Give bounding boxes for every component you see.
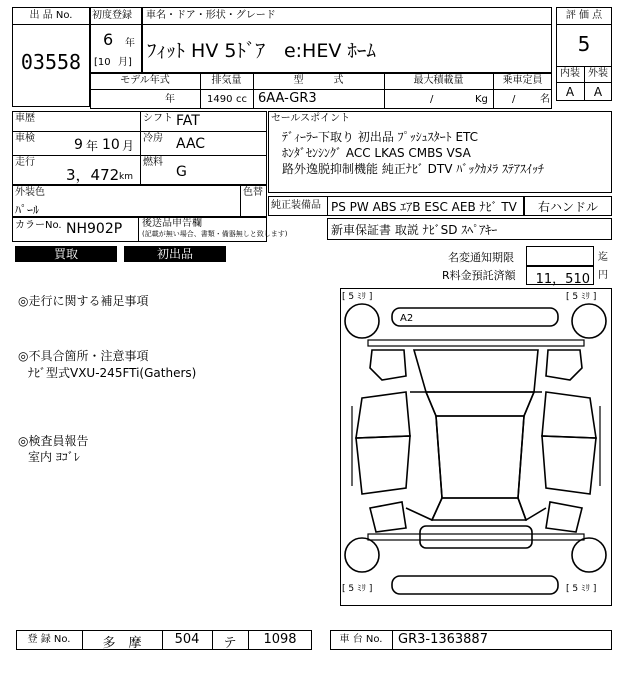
postsale-label: 後送品申告欄 <box>142 218 202 229</box>
roof <box>436 416 524 498</box>
equipment-label: 純正装備品 <box>271 200 321 211</box>
rear-door-left <box>356 436 410 494</box>
registration-month: [10 <box>94 57 111 68</box>
plate-class: 504 <box>174 632 200 647</box>
steering-side: 右ハンドル <box>537 200 598 214</box>
vehicle-type: 6AA-GR3 <box>258 91 317 106</box>
front-door-right <box>542 392 596 438</box>
recycle-unit: 円 <box>598 270 608 281</box>
damage-code: A2 <box>400 313 414 324</box>
color-box <box>12 185 267 217</box>
roof-pillar-left <box>406 392 442 520</box>
plate-number: 1098 <box>263 632 297 647</box>
inspection-month-unit: 月 <box>122 139 135 153</box>
air-conditioner: AAC <box>176 136 206 152</box>
inspection-month: 10 <box>102 137 120 153</box>
mileage-unit: km <box>119 172 133 182</box>
capacity-unit: 名 <box>540 94 550 105</box>
inspection-year-unit: 年 <box>86 139 99 153</box>
sales-point-line-3: 路外逸脱抑制機能 純正ﾅﾋﾞ DTV ﾊﾞｯｸｶﾒﾗ ｽﾃｱｽｲｯﾁ <box>282 162 545 176</box>
defects-title: ◎不具合箇所・注意事項 <box>18 349 149 363</box>
interior-grade: A <box>565 85 575 99</box>
recycle-label: R料金預託済額 <box>442 269 516 282</box>
inspection-label: 車検 <box>15 133 35 144</box>
mileage-label: 走行 <box>15 157 35 168</box>
lot-number: 03558 <box>20 50 82 74</box>
front-fender-right <box>546 350 582 380</box>
score: 5 <box>577 32 591 56</box>
color-no-label: カラーNo. <box>15 220 62 231</box>
max-load-separator: / <box>430 94 434 105</box>
capacity-separator: / <box>512 94 516 105</box>
tire-front-right <box>572 304 606 338</box>
tire-front-left <box>345 304 379 338</box>
tire-tread-front-right: [ 5 ﾐﾘ ] <box>566 292 597 302</box>
fuel: G <box>176 164 187 180</box>
sales-points-label: セールスポイント <box>271 113 351 124</box>
recycle-value: 11，510 <box>535 272 590 287</box>
capacity-label: 乗車定員 <box>502 75 543 86</box>
ac-label: 冷房 <box>143 133 163 144</box>
displacement-label: 排気量 <box>211 75 242 86</box>
score-label: 評 価 点 <box>565 10 603 21</box>
driving-notes-title: ◎走行に関する補足事項 <box>18 294 149 308</box>
defects-text: ﾅﾋﾞ型式VXU-245FTi(Gathers) <box>28 366 197 380</box>
inspection-year: 9 <box>74 137 83 153</box>
tire-tread-rear-left: [ 5 ﾐﾘ ] <box>342 584 373 594</box>
type-label: 型 式 <box>293 75 344 86</box>
buy-bar: 買取 <box>15 246 117 262</box>
tire-tread-rear-right: [ 5 ﾐﾘ ] <box>566 584 597 594</box>
car-diagram-drawing <box>340 288 612 606</box>
rear-quarter-left <box>370 502 406 532</box>
plate-kana: テ <box>223 636 237 651</box>
front-door-left <box>356 392 410 438</box>
rear-window <box>432 498 526 520</box>
exterior-grade: A <box>593 85 603 99</box>
body-color: ﾊﾟｰﾙ <box>15 203 40 217</box>
front-fender-left <box>370 350 406 380</box>
color-label: 外装色 <box>15 187 45 198</box>
max-load-label: 最大積載量 <box>413 75 464 86</box>
inspector-text: 室内 ﾖｺﾞﾚ <box>28 450 80 464</box>
color-change-label: 色替 <box>243 187 263 198</box>
registration-no-label: 登 録 No. <box>27 634 71 645</box>
chassis-number: GR3-1363887 <box>398 632 488 647</box>
displacement-unit: cc <box>236 94 247 105</box>
max-load-unit: Kg <box>475 94 488 105</box>
history-label: 車歴 <box>15 113 35 124</box>
fuel-label: 燃料 <box>143 157 163 168</box>
mileage: 3，472 <box>66 166 120 184</box>
registration-year-unit: 年 <box>125 38 135 49</box>
rear-door-right <box>542 436 596 494</box>
trunk <box>420 526 532 548</box>
rear-bumper <box>392 576 558 594</box>
first-listing-bar: 初出品 <box>124 246 226 262</box>
postsale-note: (記載が無い場合、書類・備器無しと致します) <box>142 230 288 238</box>
name-change-label: 名変通知期限 <box>448 251 514 264</box>
hood <box>414 350 538 392</box>
registration-year: 6 <box>103 30 114 49</box>
model-year-label: モデル年式 <box>120 75 170 86</box>
first-registration-label: 初度登録 <box>92 10 132 21</box>
name-change-unit: 迄 <box>598 252 608 263</box>
shift: FAT <box>176 113 200 129</box>
name-change-box <box>526 246 594 266</box>
registration-month-unit: 月] <box>118 57 132 68</box>
warranty-items: 新車保証書 取説 ﾅﾋﾞSD ｽﾍﾟｱｷｰ <box>331 223 498 237</box>
displacement: 1490 <box>207 94 233 105</box>
color-number: NH902P <box>66 221 123 237</box>
windshield <box>426 392 534 416</box>
sales-point-line-1: ﾃﾞｨｰﾗｰ下取り 初出品 ﾌﾟｯｼｭｽﾀｰﾄ ETC <box>282 130 479 144</box>
car-name-label: 車名・ドア・形状・グレード <box>146 10 276 21</box>
interior-label: 内装 <box>560 68 580 79</box>
inspector-title: ◎検査員報告 <box>18 434 89 448</box>
exterior-label: 外装 <box>588 68 608 79</box>
tire-rear-right <box>572 538 606 572</box>
lot-number-label: 出 品 No. <box>29 10 73 21</box>
front-bumper <box>392 308 558 326</box>
chassis-no-label: 車 台 No. <box>339 634 383 645</box>
shift-label: シフト <box>143 113 173 124</box>
car-name: ﾌｨｯﾄ HV 5ﾄﾞｱ e:HEV ﾎｰﾑ <box>147 40 376 62</box>
sales-point-line-2: ﾎﾝﾀﾞｾﾝｼﾝｸﾞ ACC LKAS CMBS VSA <box>282 146 471 160</box>
rear-quarter-right <box>546 502 582 532</box>
plate-region: 多 摩 <box>102 636 142 651</box>
tire-rear-left <box>345 538 379 572</box>
roof-pillar-right <box>518 392 546 520</box>
equipment-list: PS PW ABS ｴｱB ESC AEB ﾅﾋﾞ TV <box>331 200 517 214</box>
tire-tread-front-left: [ 5 ﾐﾘ ] <box>342 292 373 302</box>
model-year-unit: 年 <box>165 94 175 105</box>
